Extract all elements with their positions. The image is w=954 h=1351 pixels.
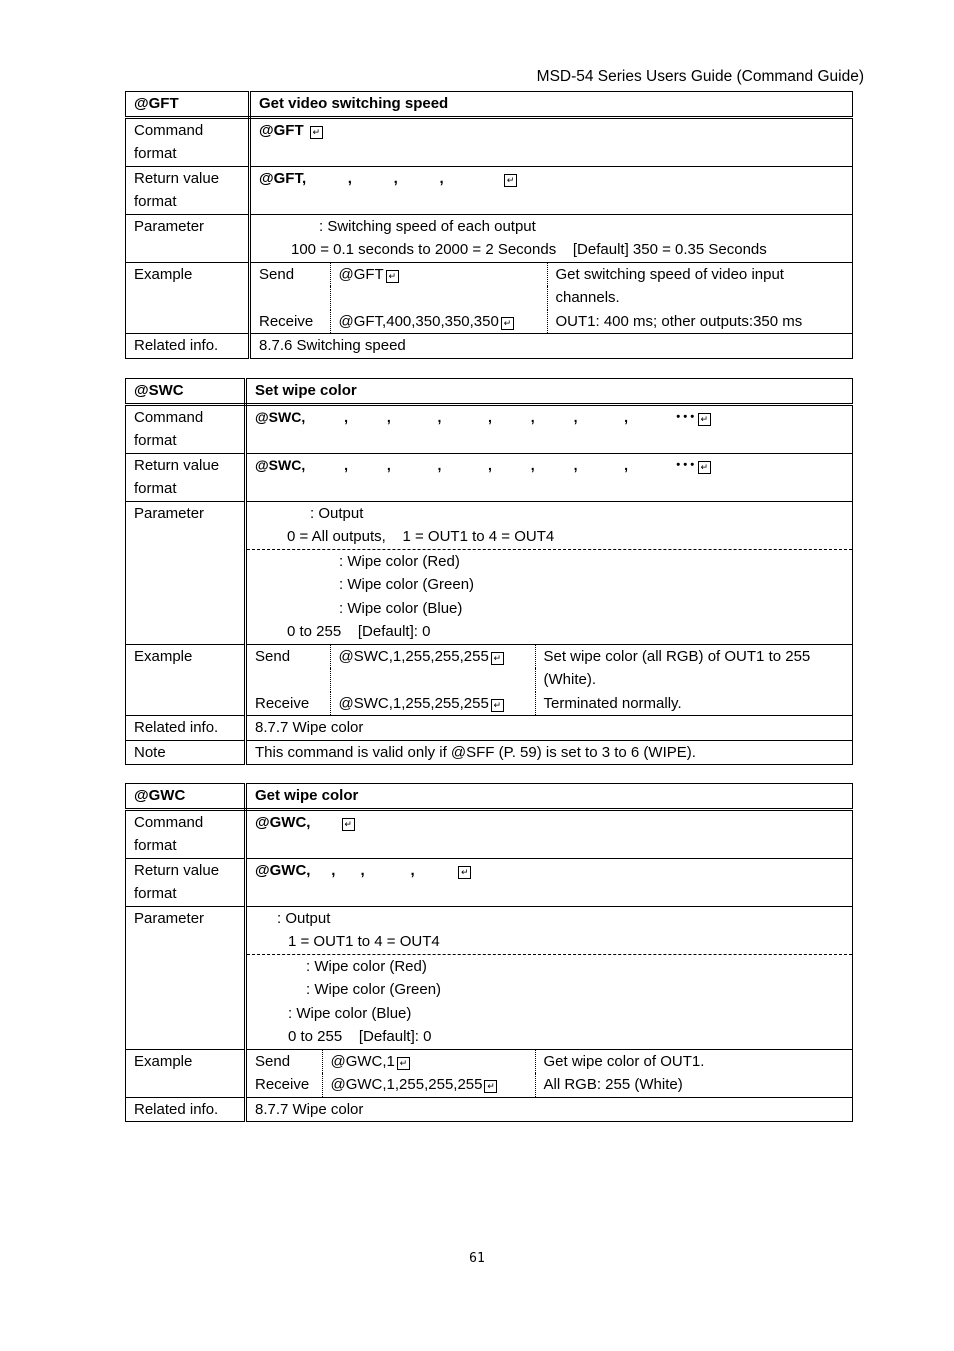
gwc-cmd-format: @GWC, ↵: [246, 809, 853, 858]
return-key-icon: ↵: [491, 652, 504, 665]
swc-related-label: Related info.: [126, 716, 246, 741]
gwc-example: Send @GWC,1 ↵ Get wipe color of OUT1. Receive @GWC,1,255,255,255 ↵ All RGB: 255 (White): [246, 1049, 853, 1097]
return-key-icon: ↵: [310, 126, 323, 139]
swc-param-label: Parameter: [126, 501, 246, 644]
gwc-cmd-label: Command format: [126, 809, 246, 858]
gft-example: Send @GFT ↵ Get switching speed of video input channels. Receive @GFT,400,350,350,350 ↵ OUT1: 400 ms; other outputs:350 ms: [250, 262, 853, 334]
gwc-related-label: Related info.: [126, 1097, 246, 1122]
swc-ret-label: Return value format: [126, 453, 246, 501]
gft-example-label: Example: [126, 262, 250, 334]
gwc-param-label: Parameter: [126, 906, 246, 1049]
swc-code: @SWC: [126, 379, 246, 405]
gft-code: @GFT: [126, 92, 250, 118]
gft-parameters: : Switching speed of each output 100 = 0.1 seconds to 2000 = 2 Seconds [Default] 350 = 0.35 Seconds: [250, 214, 853, 262]
gft-title: Get video switching speed: [250, 92, 853, 118]
return-key-icon: ↵: [397, 1057, 410, 1070]
gft-related-label: Related info.: [126, 334, 250, 359]
gft-related: 8.7.6 Switching speed: [250, 334, 853, 359]
swc-ret-format: @SWC, , , , , , , , ･･･ ↵: [246, 453, 853, 501]
gft-command-table: [125, 91, 853, 359]
gwc-title: Get wipe color: [246, 784, 853, 810]
gft-ret-format: @GFT, , , , ↵: [250, 166, 853, 214]
page-number: 61: [469, 1251, 485, 1266]
swc-cmd-label: Command format: [126, 404, 246, 453]
swc-cmd-format: @SWC, , , , , , , , ･･･ ↵: [246, 404, 853, 453]
gwc-parameters: : Output 1 = OUT1 to 4 = OUT4 : Wipe color (Red) : Wipe color (Green) : Wipe color (Blue) 0 to 255 [Default]: 0: [246, 906, 853, 1049]
gwc-related: 8.7.7 Wipe color: [246, 1097, 853, 1122]
swc-command-table: [125, 378, 853, 765]
swc-note-label: Note: [126, 740, 246, 765]
swc-related: 8.7.7 Wipe color: [246, 716, 853, 741]
gwc-send-cmd: @GWC,1 ↵: [322, 1050, 535, 1074]
return-key-icon: ↵: [698, 413, 711, 426]
return-key-icon: ↵: [484, 1080, 497, 1093]
swc-example-label: Example: [126, 644, 246, 716]
return-key-icon: ↵: [491, 699, 504, 712]
gwc-ret-label: Return value format: [126, 858, 246, 906]
return-key-icon: ↵: [501, 317, 514, 330]
gft-receive-cmd: @GFT,400,350,350,350 ↵: [330, 310, 547, 334]
swc-note: This command is valid only if @SFF (P. 59) is set to 3 to 6 (WIPE).: [246, 740, 853, 765]
gft-cmd-label: Command format: [126, 117, 250, 166]
return-key-icon: ↵: [698, 461, 711, 474]
swc-parameters: : Output 0 = All outputs, 1 = OUT1 to 4 = OUT4 : Wipe color (Red) : Wipe color (Green) : Wipe color (Blue) 0 to 255 [Default]: 0: [246, 501, 853, 644]
return-key-icon: ↵: [386, 270, 399, 283]
return-key-icon: ↵: [342, 818, 355, 831]
gft-param-label: Parameter: [126, 214, 250, 262]
swc-receive-cmd: @SWC,1,255,255,255 ↵: [330, 692, 535, 716]
gft-cmd-format: @GFT ↵: [250, 117, 853, 166]
swc-send-cmd: @SWC,1,255,255,255 ↵: [330, 645, 535, 692]
swc-title: Set wipe color: [246, 379, 853, 405]
swc-example: Send @SWC,1,255,255,255 ↵ Set wipe color (all RGB) of OUT1 to 255 (White). Receive @SWC,1,255,255,255 ↵ Terminated normally.: [246, 644, 853, 716]
page-header: MSD-54 Series Users Guide (Command Guide): [536, 68, 864, 85]
gwc-command-table: [125, 783, 853, 1122]
gwc-code: @GWC: [126, 784, 246, 810]
return-key-icon: ↵: [504, 174, 517, 187]
gwc-ret-format: @GWC, , , , ↵: [246, 858, 853, 906]
gft-ret-label: Return value format: [126, 166, 250, 214]
gft-send-cmd: @GFT ↵: [330, 263, 547, 310]
return-key-icon: ↵: [458, 866, 471, 879]
gwc-receive-cmd: @GWC,1,255,255,255 ↵: [322, 1073, 535, 1097]
gwc-example-label: Example: [126, 1049, 246, 1097]
